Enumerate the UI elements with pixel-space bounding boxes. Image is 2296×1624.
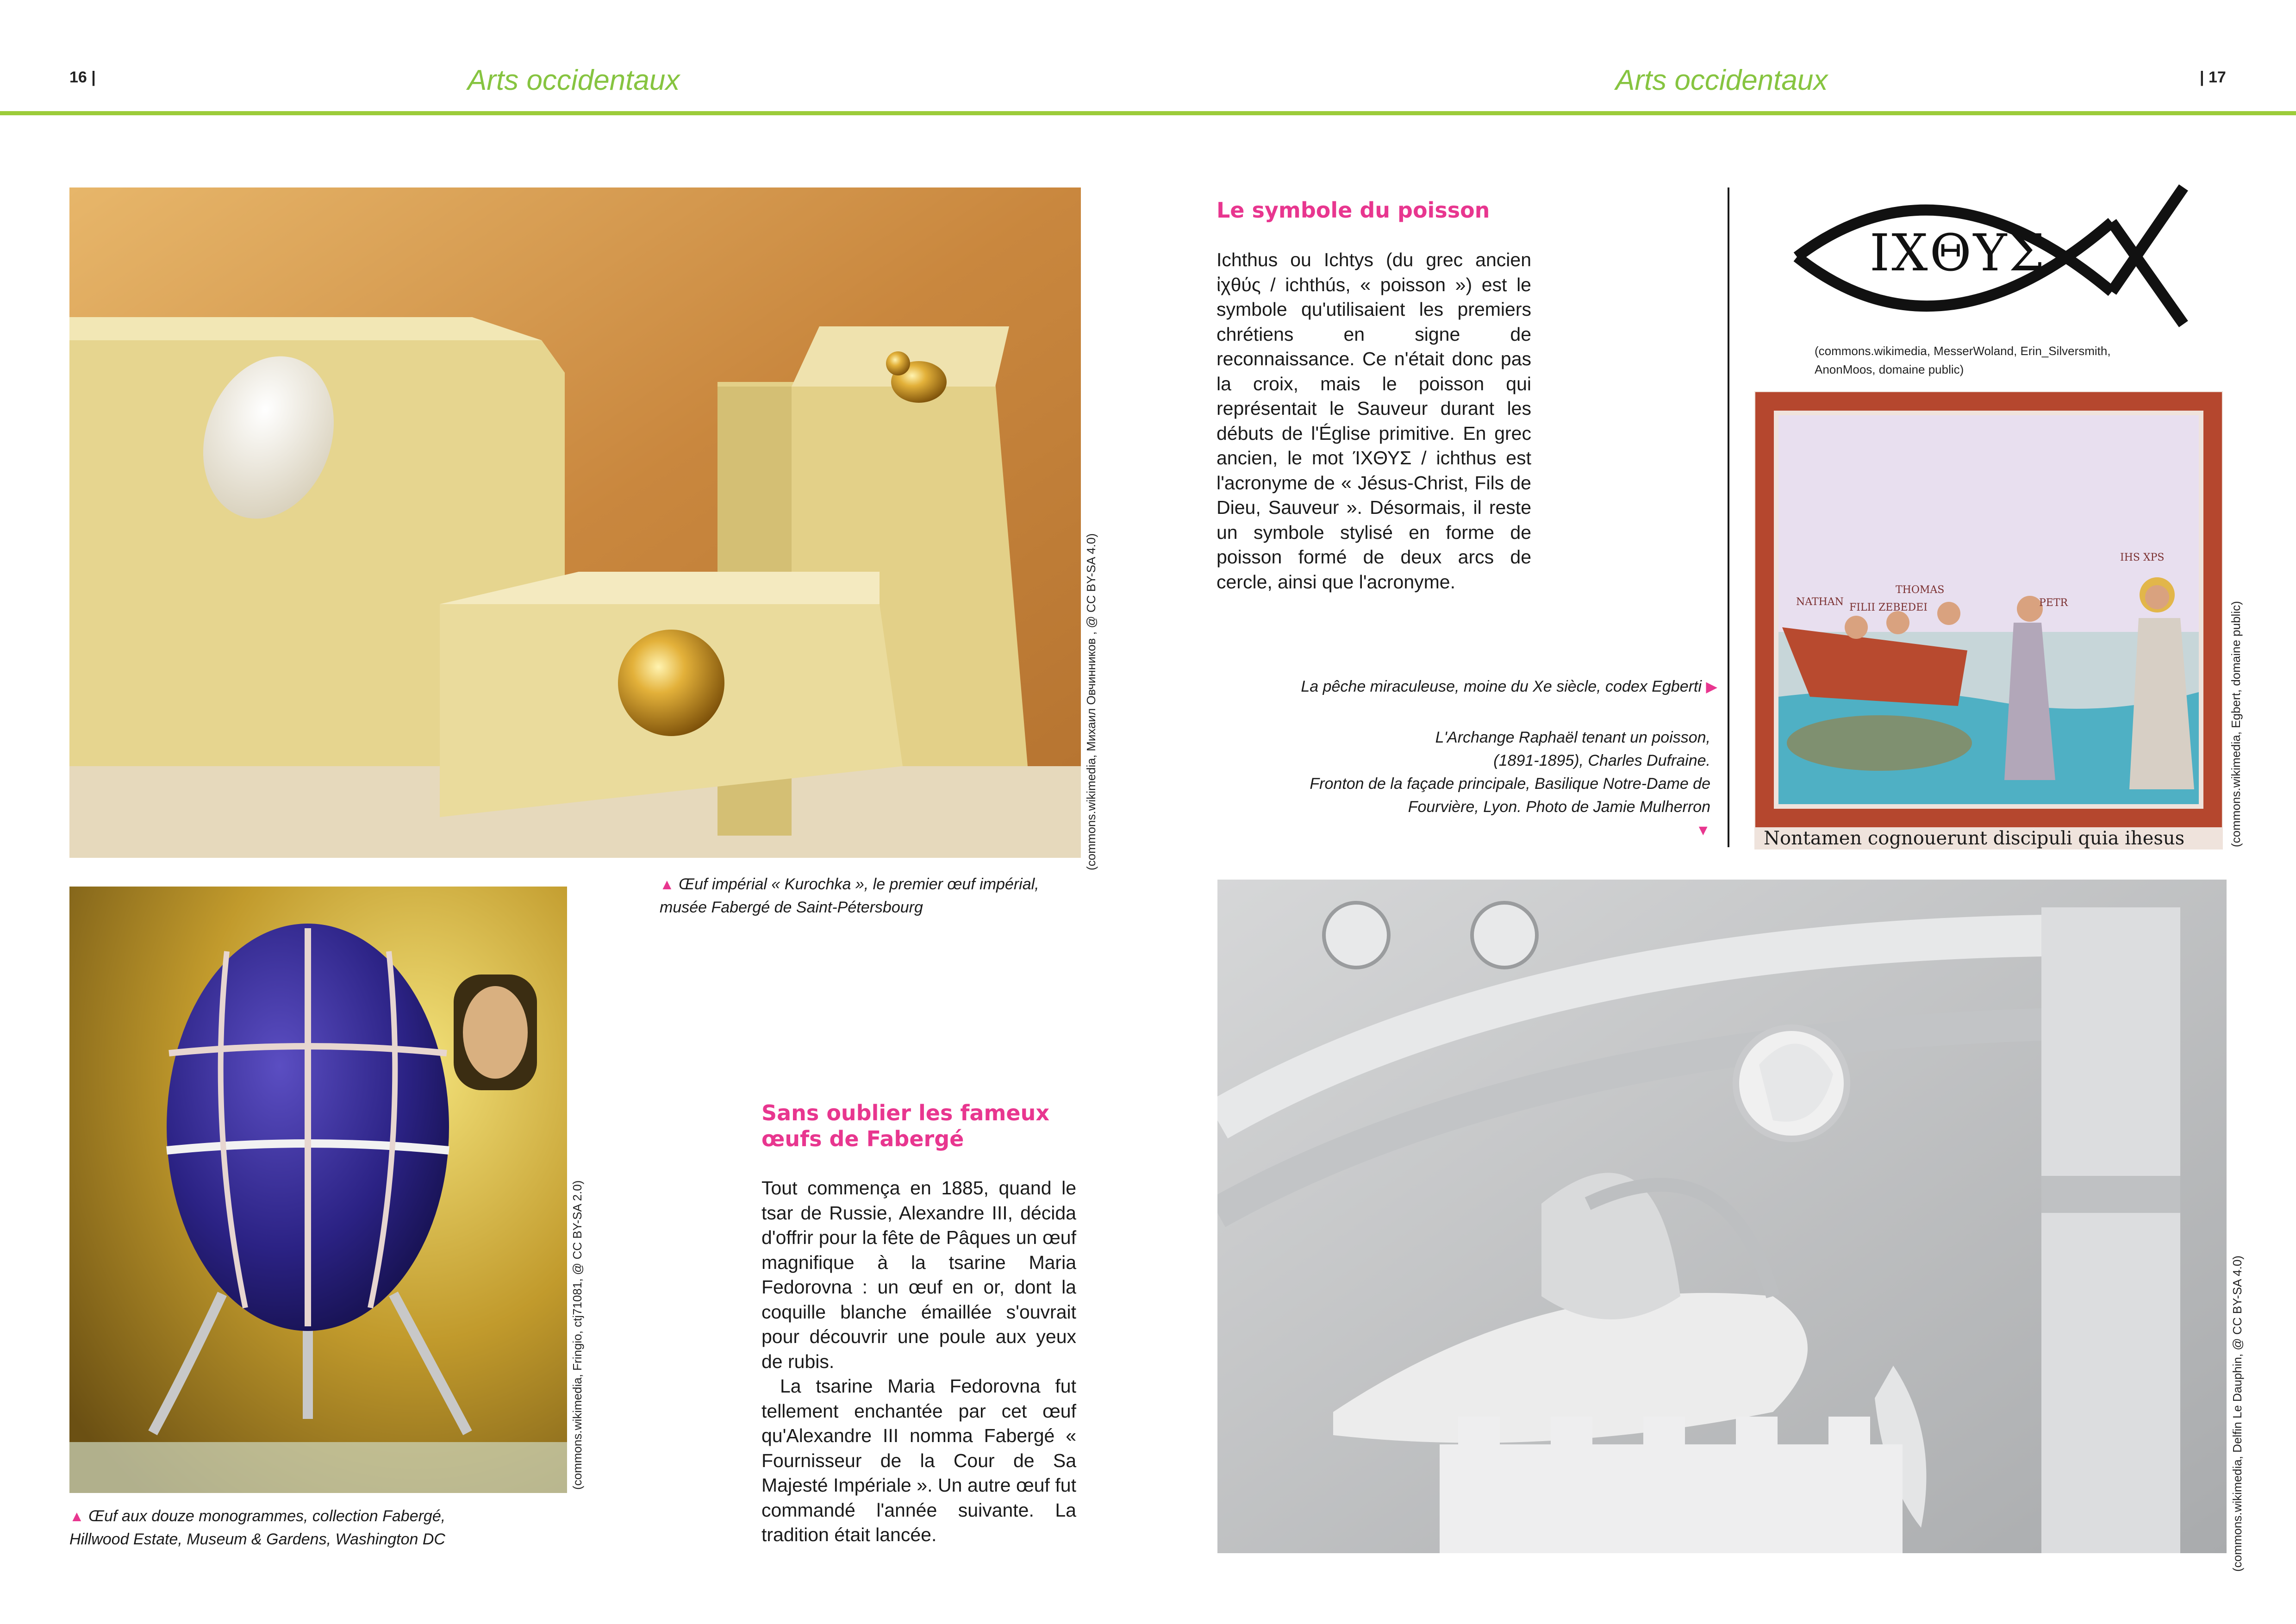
monogram-egg-photo (69, 887, 567, 1493)
triangle-down-icon: ▼ (1696, 822, 1710, 838)
egberti-caption: La pêche miraculeuse, moine du Xe siècle, codex Egberti ▶ (1301, 678, 1717, 695)
egberti-label-thomas: THOMAS (1896, 584, 1945, 596)
right-running-title: Arts occidentaux (1616, 64, 1828, 96)
kurochka-photo (69, 187, 1081, 858)
archange-credit: (commons.wikimedia, Delfin Le Dauphin, @ CC BY-SA 4.0) (2230, 1255, 2244, 1572)
header-rule (0, 111, 2296, 115)
egberti-manuscript-text: Nontamen cognouerunt discipuli quia ihesus (1764, 828, 2185, 849)
triangle-up-icon: ▲ (69, 1508, 84, 1524)
ichthys-credit: (commons.wikimedia, MesserWoland, Erin_Silversmith, AnonMoos, domaine public) (1815, 344, 2111, 376)
faberge-body (761, 1176, 1076, 1548)
left-running-title: Arts occidentaux (468, 64, 680, 96)
archange-caption: L'Archange Raphaël tenant un poisson, (1891-1895), Charles Dufraine. Fronton de la façade principale, Basilique Notre-Dame de Fourvière, Lyon. Photo de Jamie Mulherron ▼ (1310, 729, 1710, 838)
kurochka-caption: ▲ Œuf impérial « Kurochka », le premier œuf impérial, musée Fabergé de Saint-Pétersbourg (660, 875, 1039, 916)
egberti-manuscript-image (1754, 391, 2223, 849)
poisson-heading: Le symbole du poisson (1217, 198, 1490, 223)
left-page-number: 16 | (69, 69, 96, 86)
faberge-heading: Sans oublier les fameux œufs de Fabergé (761, 1100, 1049, 1151)
egberti-label-zebedei: FILII ZEBEDEI (1849, 602, 1928, 613)
archange-photo (1217, 880, 2227, 1553)
kurochka-credit: (commons.wikimedia, Михаил Овчинников , @ CC BY-SA 4.0) (1084, 533, 1098, 870)
poisson-body: Ichthus ou Ichtys (du grec ancien ἰχθύς / ichthús, « poisson ») est le symbole qu'utilisaient les premiers chrétiens en signe de reconnaissance. Ce n'était donc pas la croix, mais le poisson qui représentait le Sauveur durant les débuts de l'Église primitive. En grec ancien, le mot ΊΧΘΥΣ / ichthus est l'acronyme de « Jésus-Christ, Fils de Dieu, Sauveur ». Désormais, il reste un symbole stylisé en forme de poisson formé de deux arcs de cercle, ainsi que l'acronyme. (1217, 249, 1531, 593)
monogram-credit: (commons.wikimedia, Fringio, ctj71081, @ CC BY-SA 2.0) (570, 1180, 584, 1490)
right-page-number: | 17 (2200, 69, 2226, 86)
monogram-caption: ▲ Œuf aux douze monogrammes, collection Fabergé, Hillwood Estate, Museum & Gardens, Washington DC (69, 1507, 446, 1548)
egberti-label-petr: PETR (2039, 597, 2068, 609)
triangle-up-icon: ▲ (660, 876, 674, 893)
ichthys-emblem-text: ΙΧΘΥΣ (1869, 223, 2047, 282)
faberge-paragraph-1: Tout commença en 1885, quand le tsar de Russie, Alexandre III, décida d'offrir pour la fête de Pâques un œuf magnifique à la tsarine Maria Fedorovna : un œuf en or, dont la coquille blanche émaillée s'ouvrait pour découvrir une poule aux yeux de rubis. (761, 1177, 1076, 1372)
triangle-right-icon: ▶ (1706, 678, 1717, 695)
faberge-paragraph-2: La tsarine Maria Fedorovna fut tellement enchantée par cet œuf qu'Alexandre III nomma Fabergé « Fournisseur de la Cour de Sa Majesté Impériale ». Un autre œuf fut commandé l'année suivante. La tradition était lancée. (761, 1375, 1076, 1545)
egberti-label-ihs: IHS XPS (2120, 552, 2165, 563)
egberti-label-nathan: NATHAN (1796, 596, 1844, 608)
column-divider (1728, 187, 1729, 847)
egberti-credit: (commons.wikimedia, Egbert, domaine public) (2229, 601, 2243, 847)
